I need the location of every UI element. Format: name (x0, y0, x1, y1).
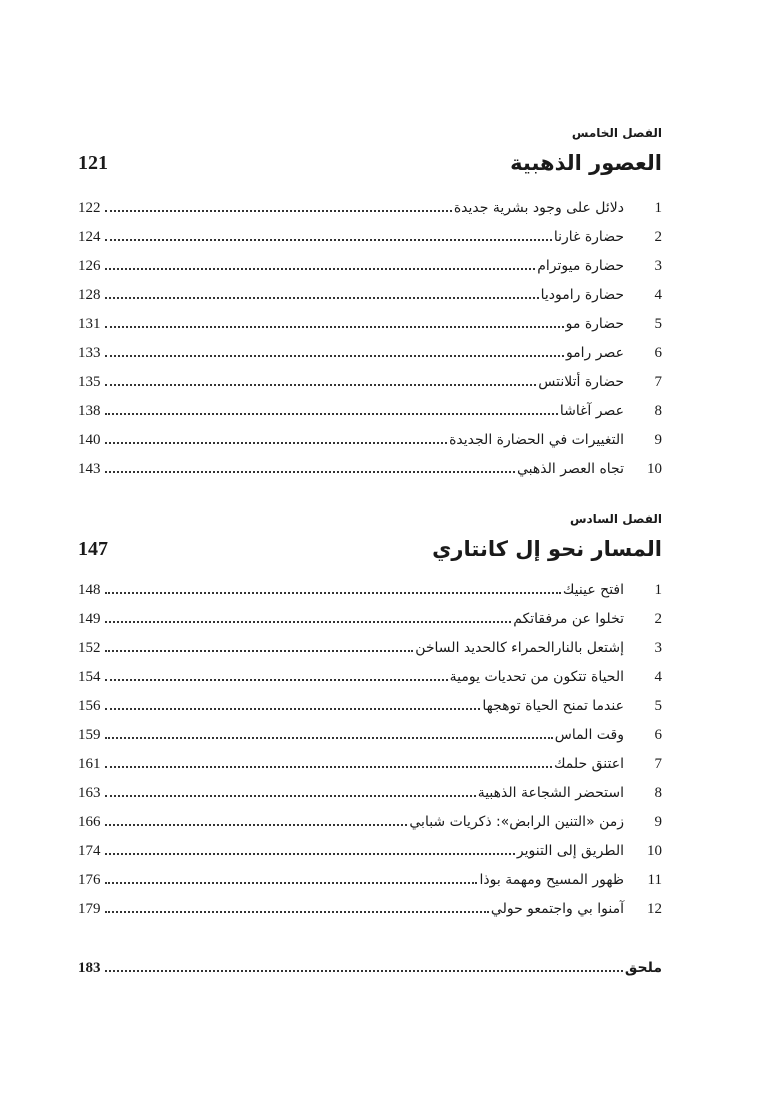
dot-leader (105, 366, 537, 386)
toc-list-chapter-6 (78, 574, 662, 922)
dot-leader (105, 719, 553, 739)
chapter-page-number: 147 (78, 537, 108, 560)
entry-title: حضارة مو (565, 316, 624, 332)
toc-entry[interactable] (78, 806, 662, 835)
entry-title: حضارة غارنا (553, 229, 624, 245)
entry-page-number: 143 (78, 461, 101, 477)
entry-number: 4 (654, 287, 662, 303)
chapter-heading (78, 534, 662, 564)
entry-number: 9 (654, 432, 662, 448)
dot-leader (105, 893, 489, 913)
dot-leader (105, 192, 452, 212)
dot-leader (105, 952, 623, 972)
entry-title: الحياة تتكون من تحديات يومية (449, 669, 624, 685)
dot-leader (105, 806, 408, 826)
entry-number: 3 (654, 258, 662, 274)
entry-title: اعتنق حلمك (554, 756, 624, 772)
entry-number: 1 (654, 582, 662, 598)
entry-page-number: 122 (78, 200, 101, 216)
dot-leader (105, 864, 478, 884)
toc-entry[interactable] (78, 221, 662, 250)
entry-number: 7 (654, 756, 662, 772)
chapter-label: الفصل السادس (569, 512, 662, 526)
toc-entry[interactable] (78, 661, 662, 690)
toc-entry[interactable] (78, 395, 662, 424)
toc-entry[interactable] (78, 453, 662, 482)
entry-number: 8 (654, 403, 662, 419)
entry-page-number: 176 (78, 872, 101, 888)
entry-page-number: 131 (78, 316, 101, 332)
entry-page-number: 138 (78, 403, 101, 419)
dot-leader (105, 748, 553, 768)
dot-leader (105, 690, 481, 710)
entry-title: حضارة ميوترام (537, 258, 624, 274)
entry-number: 5 (654, 316, 662, 332)
appendix-page-number: 183 (78, 960, 101, 976)
toc-entry[interactable] (78, 424, 662, 453)
chapter-page-number: 121 (78, 151, 108, 174)
entry-title: عندما تمنح الحياة توهجها (482, 698, 624, 714)
toc-entry[interactable] (78, 864, 662, 893)
dot-leader (105, 308, 564, 328)
entry-number: 2 (654, 229, 662, 245)
appendix-title: ملحق (624, 960, 662, 976)
toc-entry[interactable] (78, 366, 662, 395)
entry-page-number: 124 (78, 229, 101, 245)
entry-title: زمن «التنين الرابض»: ذكريات شبابي (409, 814, 624, 830)
toc-entry[interactable] (78, 690, 662, 719)
dot-leader (105, 632, 414, 652)
dot-leader (105, 574, 561, 594)
entry-number: 11 (647, 872, 662, 888)
entry-title: افتح عينيك (562, 582, 624, 598)
entry-page-number: 128 (78, 287, 101, 303)
dot-leader (105, 337, 564, 357)
entry-number: 2 (654, 611, 662, 627)
entry-number: 6 (654, 727, 662, 743)
toc-appendix-entry[interactable] (78, 952, 662, 981)
entry-page-number: 159 (78, 727, 101, 743)
entry-number: 9 (654, 814, 662, 830)
entry-page-number: 152 (78, 640, 101, 656)
toc-entry[interactable] (78, 308, 662, 337)
entry-title: وقت الماس (554, 727, 624, 743)
chapter-title: المسار نحو إل كانتاري (432, 537, 662, 561)
entry-number: 5 (654, 698, 662, 714)
chapter-heading (78, 148, 662, 178)
entry-title: إشتعل بالنارالحمراء كالحديد الساخن (415, 640, 624, 656)
dot-leader (105, 395, 558, 415)
dot-leader (105, 221, 552, 241)
entry-title: عصر آغاشا (559, 403, 624, 419)
entry-number: 12 (647, 901, 662, 917)
toc-entry[interactable] (78, 337, 662, 366)
toc-entry[interactable] (78, 748, 662, 777)
entry-title: دلائل على وجود بشرية جديدة (453, 200, 624, 216)
entry-page-number: 149 (78, 611, 101, 627)
toc-entry[interactable] (78, 603, 662, 632)
toc-page (78, 0, 662, 1100)
entry-title: حضارة راموديا (540, 287, 624, 303)
entry-number: 6 (654, 345, 662, 361)
toc-entry[interactable] (78, 893, 662, 922)
entry-page-number: 133 (78, 345, 101, 361)
toc-entry[interactable] (78, 250, 662, 279)
toc-entry[interactable] (78, 279, 662, 308)
entry-page-number: 156 (78, 698, 101, 714)
entry-number: 3 (654, 640, 662, 656)
dot-leader (105, 777, 476, 797)
entry-title: آمنوا بي واجتمعو حولي (490, 901, 624, 917)
toc-list-chapter-5 (78, 192, 662, 482)
entry-title: تخلوا عن مرفقاتكم (513, 611, 624, 627)
chapter-label: الفصل الخامس (571, 126, 662, 140)
entry-number: 7 (654, 374, 662, 390)
entry-title: الطريق إلى التنوير (516, 843, 624, 859)
toc-entry[interactable] (78, 632, 662, 661)
toc-entry[interactable] (78, 192, 662, 221)
entry-page-number: 163 (78, 785, 101, 801)
dot-leader (105, 661, 448, 681)
toc-entry[interactable] (78, 719, 662, 748)
toc-entry[interactable] (78, 835, 662, 864)
toc-entry[interactable] (78, 777, 662, 806)
dot-leader (105, 424, 448, 444)
entry-page-number: 126 (78, 258, 101, 274)
entry-page-number: 135 (78, 374, 101, 390)
dot-leader (105, 453, 516, 473)
entry-page-number: 166 (78, 814, 101, 830)
toc-entry[interactable] (78, 574, 662, 603)
entry-title: استحضر الشجاعة الذهبية (477, 785, 624, 801)
entry-page-number: 161 (78, 756, 101, 772)
entry-number: 8 (654, 785, 662, 801)
dot-leader (105, 279, 539, 299)
dot-leader (105, 250, 536, 270)
entry-title: تجاه العصر الذهبي (517, 461, 624, 477)
entry-page-number: 154 (78, 669, 101, 685)
entry-title: ظهور المسيح ومهمة بوذا (479, 872, 624, 888)
entry-number: 1 (654, 200, 662, 216)
entry-number: 10 (647, 843, 662, 859)
chapter-title: العصور الذهبية (510, 151, 662, 175)
entry-number: 4 (654, 669, 662, 685)
entry-page-number: 174 (78, 843, 101, 859)
entry-page-number: 179 (78, 901, 101, 917)
entry-title: عصر رامو (565, 345, 624, 361)
entry-page-number: 148 (78, 582, 101, 598)
entry-page-number: 140 (78, 432, 101, 448)
dot-leader (105, 835, 515, 855)
entry-number: 10 (647, 461, 662, 477)
entry-title: حضارة أتلانتس (538, 374, 624, 390)
dot-leader (105, 603, 512, 623)
entry-title: التغييرات في الحضارة الجديدة (449, 432, 624, 448)
